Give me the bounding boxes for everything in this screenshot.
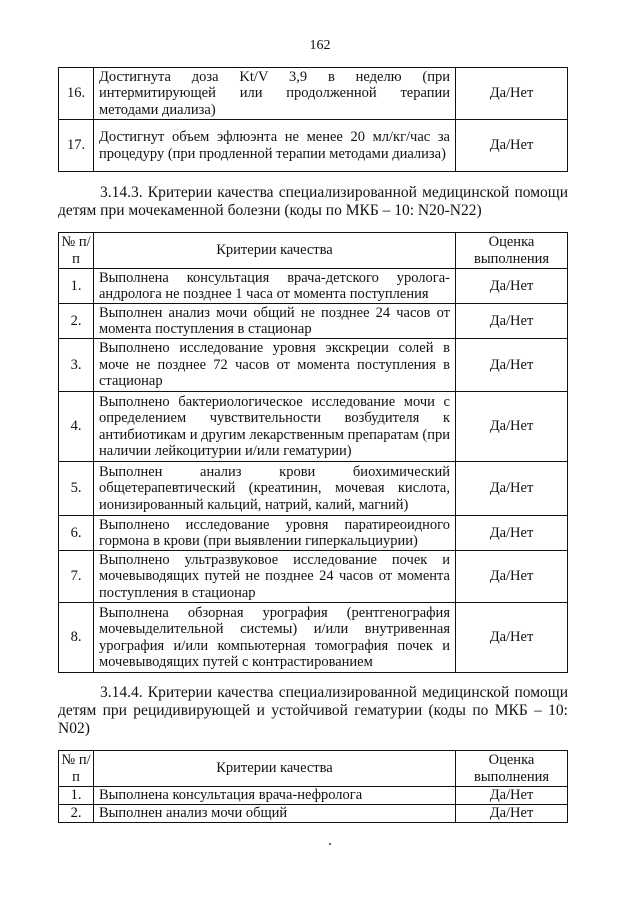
header-assessment: Оценка выполнения (456, 233, 568, 269)
row-number: 6. (59, 516, 94, 551)
assessment-value: Да/Нет (456, 603, 568, 673)
header-number: № п/п (59, 233, 94, 269)
row-number: 7. (59, 551, 94, 603)
assessment-value: Да/Нет (456, 805, 568, 823)
row-number: 1. (59, 269, 94, 304)
table-row (59, 120, 568, 172)
criterion-text: Выполнен анализ мочи общий (94, 805, 456, 823)
assessment-value: Да/Нет (456, 339, 568, 392)
header-number: № п/п (59, 751, 94, 787)
section-heading-3-14-4: 3.14.4. Критерии качества специализированной медицинской помощи детям при рецидивирующей и устойчивой гематурии (коды по МКБ – 10: N02) (58, 684, 568, 737)
row-number: 2. (59, 805, 94, 823)
criterion-text: Выполнено бактериологическое исследование мочи с определением чувствительности возбудителя к антибиотикам и другим лекарственным препаратам (при наличии лейкоцитурии и/или гематурии) (94, 392, 456, 462)
table-row (59, 462, 568, 516)
criteria-table-continued (58, 67, 568, 172)
section-heading-3-14-3: 3.14.3. Критерии качества специализированной медицинской помощи детям при мочекаменной болезни (коды по МКБ – 10: N20-N22) (58, 184, 568, 219)
header-criterion: Критерии качества (94, 751, 456, 787)
table-row (59, 339, 568, 392)
assessment-value: Да/Нет (456, 68, 568, 120)
row-number: 16. (59, 68, 94, 120)
row-number: 1. (59, 787, 94, 805)
table-row (59, 269, 568, 304)
header-assessment: Оценка выполнения (456, 751, 568, 787)
row-number: 5. (59, 462, 94, 516)
row-number: 3. (59, 339, 94, 392)
criterion-text: Достигнут объем эфлюэнта не менее 20 мл/кг/час за процедуру (при продленной терапии методами диализа) (94, 120, 456, 172)
assessment-value: Да/Нет (456, 551, 568, 603)
row-number: 2. (59, 304, 94, 339)
criterion-text: Выполнено ультразвуковое исследование почек и мочевыводящих путей не позднее 24 часов от момента поступления в стационар (94, 551, 456, 603)
scan-speck (329, 843, 331, 845)
criterion-text: Выполнен анализ мочи общий не позднее 24 часов от момента поступления в стационар (94, 304, 456, 339)
table-row (59, 805, 568, 823)
criteria-table-urolithiasis (58, 232, 568, 673)
criterion-text: Выполнена консультация врача-детского уролога-андролога не позднее 1 часа от момента поступления (94, 269, 456, 304)
table-row (59, 603, 568, 673)
assessment-value: Да/Нет (456, 462, 568, 516)
table-header-row (59, 233, 568, 269)
criterion-text: Выполнена консультация врача-нефролога (94, 787, 456, 805)
row-number: 4. (59, 392, 94, 462)
header-criterion: Критерии качества (94, 233, 456, 269)
table-header-row (59, 751, 568, 787)
criterion-text: Выполнен анализ крови биохимический общетерапевтический (креатинин, мочевая кислота, ионизированный кальций, натрий, калий, магний) (94, 462, 456, 516)
table-row (59, 551, 568, 603)
criterion-text: Выполнено исследование уровня паратиреоидного гормона в крови (при выявлении гиперкальциурии) (94, 516, 456, 551)
table-row (59, 392, 568, 462)
assessment-value: Да/Нет (456, 304, 568, 339)
table-row (59, 68, 568, 120)
criterion-text: Выполнена обзорная урография (рентгенография мочевыделительной системы) и/или внутривенная урография и/или компьютерная томография почек и мочевыводящих путей с контрастированием (94, 603, 456, 673)
page-number: 162 (309, 38, 331, 53)
assessment-value: Да/Нет (456, 516, 568, 551)
assessment-value: Да/Нет (456, 269, 568, 304)
criterion-text: Выполнено исследование уровня экскреции солей в моче не позднее 72 часов от момента поступления в стационар (94, 339, 456, 392)
row-number: 17. (59, 120, 94, 172)
assessment-value: Да/Нет (456, 392, 568, 462)
table-row (59, 787, 568, 805)
table-row (59, 516, 568, 551)
criterion-text: Достигнута доза Kt/V 3,9 в неделю (при интермитирующей или продолженной терапии методами диализа) (94, 68, 456, 120)
assessment-value: Да/Нет (456, 787, 568, 805)
assessment-value: Да/Нет (456, 120, 568, 172)
criteria-table-hematuria (58, 750, 568, 823)
row-number: 8. (59, 603, 94, 673)
table-row (59, 304, 568, 339)
